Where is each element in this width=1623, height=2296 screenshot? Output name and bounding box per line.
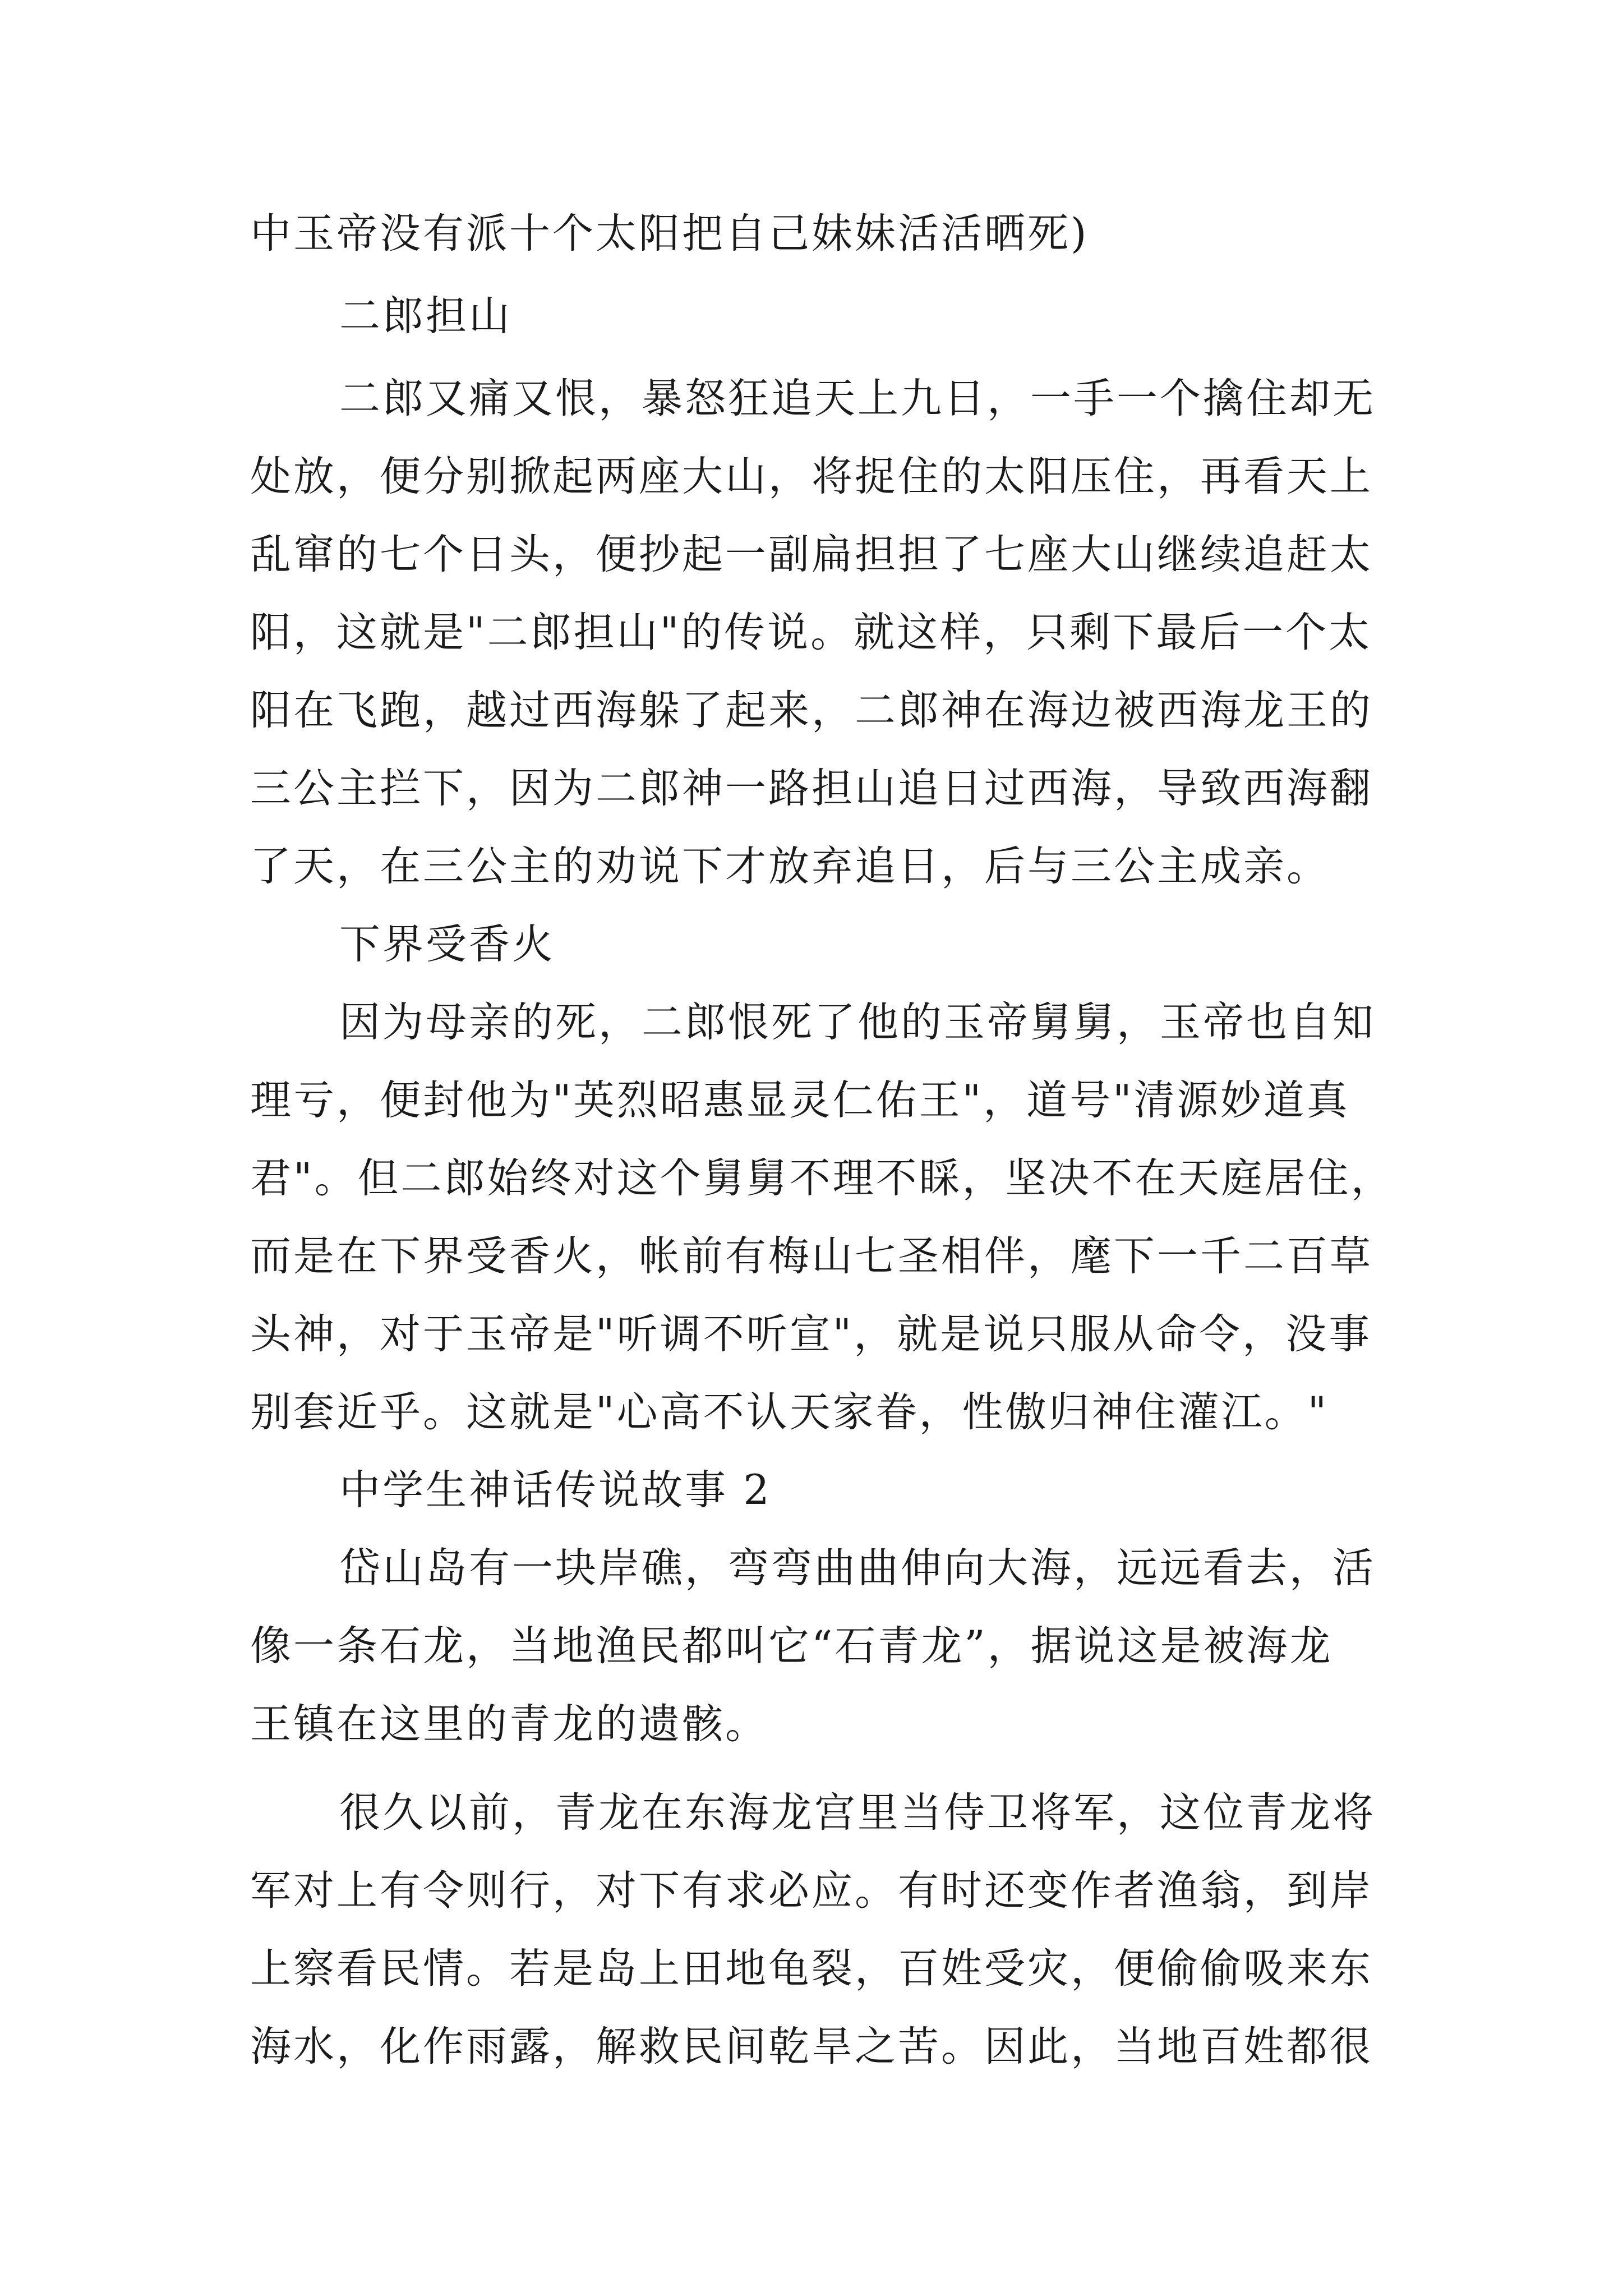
text-line: 阳，这就是"二郎担山"的传说。就这样，只剩下最后一个太 <box>250 609 1372 656</box>
text-line: 上察看民情。若是岛上田地龟裂，百姓受灾，便偷偷吸来东 <box>250 1945 1373 1993</box>
section-heading: 二郎担山 <box>339 292 512 340</box>
text-line: 阳在飞跑，越过西海躲了起来，二郎神在海边被西海龙王的 <box>250 687 1373 734</box>
text-line: 岱山岛有一块岸礁，弯弯曲曲伸向大海，远远看去，活 <box>339 1544 1376 1592</box>
text-line: 王镇在这里的青龙的遗骸。 <box>250 1700 768 1748</box>
text-line: 中玉帝没有派十个太阳把自己妹妹活活晒死) <box>250 210 1089 257</box>
text-line: 头神，对于玉帝是"听调不听宣"，就是说只服从命令，没事 <box>250 1310 1372 1358</box>
text-line: 三公主拦下，因为二郎神一路担山追日过西海，导致西海翻 <box>250 765 1373 812</box>
text-line: 了天，在三公主的劝说下才放弃追日，后与三公主成亲。 <box>250 843 1330 890</box>
section-heading: 下界受香火 <box>339 921 555 968</box>
text-line: 海水，化作雨露，解救民间乾旱之苦。因此，当地百姓都很 <box>250 2023 1373 2070</box>
text-line: 像一条石龙，当地渔民都叫它“石青龙”，据说这是被海龙 <box>250 1622 1333 1670</box>
text-line: 因为母亲的死，二郎恨死了他的玉帝舅舅，玉帝也自知 <box>339 999 1376 1046</box>
text-line: 理亏，便封他为"英烈昭惠显灵仁佑王"，道号"清源妙道真 <box>250 1076 1350 1124</box>
text-line: 很久以前，青龙在东海龙宫里当侍卫将军，这位青龙将 <box>339 1789 1376 1837</box>
text-line: 别套近乎。这就是"心高不认天家眷，性傲归神住灌江。" <box>250 1388 1329 1436</box>
text-line: 而是在下界受香火，帐前有梅山七圣相伴，麾下一千二百草 <box>250 1232 1373 1280</box>
text-line: 军对上有令则行，对下有求必应。有时还变作者渔翁，到岸 <box>250 1867 1373 1915</box>
text-line: 乱窜的七个日头，便抄起一副扁担担了七座大山继续追赶太 <box>250 531 1373 578</box>
text-line: 处放，便分别掀起两座大山，将捉住的太阳压住，再看天上 <box>250 453 1373 500</box>
text-line: 二郎又痛又恨，暴怒狂追天上九日，一手一个擒住却无 <box>339 375 1376 422</box>
text-line: 君"。但二郎始终对这个舅舅不理不睬，坚决不在天庭居住， <box>250 1154 1394 1202</box>
section-heading: 中学生神话传说故事 2 <box>339 1466 772 1514</box>
